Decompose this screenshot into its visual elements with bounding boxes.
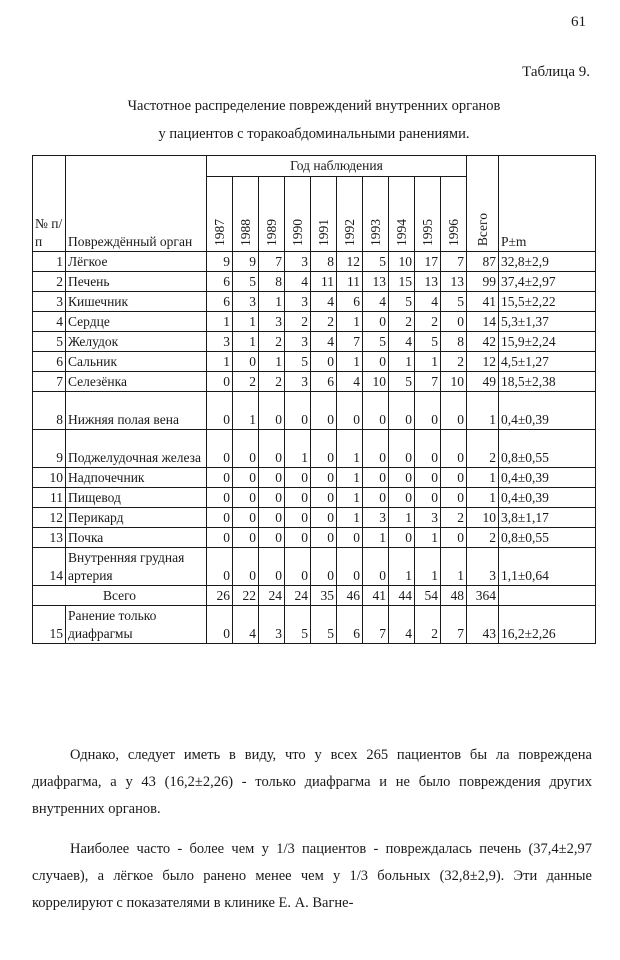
row-year-value: 0 [207, 430, 233, 468]
row-year-value: 0 [415, 468, 441, 488]
row-year-value: 7 [259, 252, 285, 272]
row-year-value: 17 [415, 252, 441, 272]
row-year-value: 5 [285, 352, 311, 372]
row-year-value: 1 [415, 352, 441, 372]
row-year-value: 0 [311, 548, 337, 586]
injury-frequency-table [32, 155, 596, 644]
row-year-value: 5 [233, 272, 259, 292]
row-organ: Внутренняя грудная артерия [66, 548, 207, 586]
paragraph-1: Однако, следует иметь в виду, что у всех 265 пациентов бы ла повреждена диафрагма, а у 43 (16,2±2,26) - только диафрагма и не было повреждения других внутренних органов. [32, 747, 592, 817]
totals-year-value: 54 [415, 586, 441, 606]
row-year-value: 4 [389, 606, 415, 644]
row-year-value: 3 [285, 372, 311, 392]
row-number: 13 [33, 528, 66, 548]
row-year-value: 3 [233, 292, 259, 312]
totals-year-value: 24 [259, 586, 285, 606]
row-number: 9 [33, 430, 66, 468]
row-year-value: 0 [337, 528, 363, 548]
row-year-value: 1 [441, 548, 467, 586]
header-year [259, 177, 285, 252]
row-year-value: 0 [363, 548, 389, 586]
row-number: 7 [33, 372, 66, 392]
row-year-value: 1 [389, 352, 415, 372]
row-year-value: 0 [207, 468, 233, 488]
row-year-value: 7 [363, 606, 389, 644]
row-total: 2 [467, 528, 499, 548]
row-year-value: 5 [389, 372, 415, 392]
header-year [415, 177, 441, 252]
row-year-value: 6 [311, 372, 337, 392]
row-pm: 1,1±0,64 [499, 548, 596, 586]
header-year [363, 177, 389, 252]
row-year-value: 0 [363, 468, 389, 488]
row-total: 12 [467, 352, 499, 372]
row-year-value: 5 [415, 332, 441, 352]
caption-line-1: Частотное распределение повреждений внутренних органов [127, 98, 501, 114]
row-year-value: 8 [259, 272, 285, 292]
table-row [33, 312, 596, 332]
header-year-label: 1992 [341, 219, 357, 246]
row-year-value: 0 [285, 508, 311, 528]
row-year-value: 7 [415, 372, 441, 392]
row-year-value: 4 [363, 292, 389, 312]
row-organ: Лёгкое [66, 252, 207, 272]
row-year-value: 0 [363, 352, 389, 372]
row-year-value: 3 [285, 332, 311, 352]
row-year-value: 0 [259, 548, 285, 586]
row-year-value: 4 [285, 272, 311, 292]
row-pm: 37,4±2,97 [499, 272, 596, 292]
row-total: 42 [467, 332, 499, 352]
totals-year-value: 48 [441, 586, 467, 606]
row-year-value: 1 [233, 392, 259, 430]
row-year-value: 7 [441, 252, 467, 272]
row-year-value: 0 [363, 392, 389, 430]
table-row [33, 430, 596, 468]
row-year-value: 0 [363, 488, 389, 508]
totals-year-value: 41 [363, 586, 389, 606]
row-year-value: 2 [415, 312, 441, 332]
row-year-value: 0 [233, 468, 259, 488]
row-year-value: 0 [259, 430, 285, 468]
table-row [33, 548, 596, 586]
row-year-value: 1 [207, 312, 233, 332]
row-year-value: 1 [337, 352, 363, 372]
row-number: 15 [33, 606, 66, 644]
row-year-value: 0 [389, 488, 415, 508]
row-total: 10 [467, 508, 499, 528]
caption-line-2: у пациентов с торакоабдоминальными ранениями. [158, 126, 470, 142]
row-year-value: 0 [207, 488, 233, 508]
row-number: 14 [33, 548, 66, 586]
header-year [207, 177, 233, 252]
row-year-value: 3 [207, 332, 233, 352]
row-total: 43 [467, 606, 499, 644]
row-pm: 32,8±2,9 [499, 252, 596, 272]
row-year-value: 0 [233, 352, 259, 372]
table-row [33, 606, 596, 644]
table-row [33, 352, 596, 372]
header-year [285, 177, 311, 252]
row-pm: 15,5±2,22 [499, 292, 596, 312]
row-total: 99 [467, 272, 499, 292]
row-year-value: 0 [259, 468, 285, 488]
row-year-value: 0 [363, 312, 389, 332]
table-row [33, 372, 596, 392]
row-total: 2 [467, 430, 499, 468]
row-total: 41 [467, 292, 499, 312]
row-year-value: 0 [415, 430, 441, 468]
row-organ: Почка [66, 528, 207, 548]
row-year-value: 4 [311, 292, 337, 312]
row-year-value: 5 [311, 606, 337, 644]
row-year-value: 0 [233, 508, 259, 528]
row-number: 4 [33, 312, 66, 332]
row-year-value: 3 [415, 508, 441, 528]
row-pm: 16,2±2,26 [499, 606, 596, 644]
row-year-value: 13 [415, 272, 441, 292]
row-year-value: 2 [415, 606, 441, 644]
row-year-value: 0 [285, 392, 311, 430]
row-year-value: 1 [259, 352, 285, 372]
row-year-value: 13 [441, 272, 467, 292]
totals-year-value: 22 [233, 586, 259, 606]
row-organ: Селезёнка [66, 372, 207, 392]
row-total: 1 [467, 392, 499, 430]
header-year-label: 1987 [211, 219, 227, 246]
row-year-value: 0 [207, 606, 233, 644]
row-year-value: 2 [389, 312, 415, 332]
row-total: 1 [467, 488, 499, 508]
row-year-value: 0 [207, 528, 233, 548]
header-year-label: 1989 [263, 219, 279, 246]
row-year-value: 9 [207, 252, 233, 272]
row-pm: 0,8±0,55 [499, 430, 596, 468]
header-year [233, 177, 259, 252]
row-year-value: 0 [389, 468, 415, 488]
row-year-value: 1 [389, 508, 415, 528]
row-pm: 0,4±0,39 [499, 488, 596, 508]
row-year-value: 0 [233, 548, 259, 586]
row-year-value: 3 [259, 606, 285, 644]
row-year-value: 1 [233, 332, 259, 352]
row-year-value: 3 [363, 508, 389, 528]
row-year-value: 0 [233, 528, 259, 548]
row-year-value: 1 [337, 430, 363, 468]
header-year [311, 177, 337, 252]
row-pm: 18,5±2,38 [499, 372, 596, 392]
row-year-value: 0 [207, 548, 233, 586]
row-pm: 4,5±1,27 [499, 352, 596, 372]
table-row [33, 392, 596, 430]
table-caption [0, 92, 620, 148]
row-year-value: 0 [285, 468, 311, 488]
table-label: Таблица 9. [522, 64, 590, 80]
row-year-value: 6 [337, 292, 363, 312]
row-year-value: 4 [389, 332, 415, 352]
row-year-value: 4 [337, 372, 363, 392]
row-organ: Нижняя полая вена [66, 392, 207, 430]
row-number: 5 [33, 332, 66, 352]
row-year-value: 0 [259, 392, 285, 430]
row-pm: 5,3±1,37 [499, 312, 596, 332]
row-pm: 0,8±0,55 [499, 528, 596, 548]
row-year-value: 0 [311, 488, 337, 508]
table-row [33, 272, 596, 292]
header-pm: P±m [499, 156, 596, 252]
row-year-value: 0 [311, 528, 337, 548]
header-year [441, 177, 467, 252]
row-organ: Ранение только диафрагмы [66, 606, 207, 644]
row-year-value: 0 [337, 392, 363, 430]
row-organ: Поджелудочная железа [66, 430, 207, 468]
row-number: 1 [33, 252, 66, 272]
row-number: 12 [33, 508, 66, 528]
header-year-label: 1990 [289, 219, 305, 246]
row-year-value: 1 [233, 312, 259, 332]
row-total: 3 [467, 548, 499, 586]
header-year-group: Год наблюдения [207, 156, 467, 177]
header-total-label: Всего [474, 212, 490, 246]
row-year-value: 5 [441, 292, 467, 312]
row-year-value: 2 [441, 508, 467, 528]
table-row [33, 468, 596, 488]
row-total: 14 [467, 312, 499, 332]
row-pm: 0,4±0,39 [499, 468, 596, 488]
row-year-value: 1 [337, 468, 363, 488]
row-year-value: 3 [259, 312, 285, 332]
row-year-value: 2 [233, 372, 259, 392]
header-total [467, 156, 499, 252]
row-year-value: 0 [285, 488, 311, 508]
totals-label: Всего [33, 586, 207, 606]
row-number: 11 [33, 488, 66, 508]
totals-total: 364 [467, 586, 499, 606]
totals-year-value: 44 [389, 586, 415, 606]
row-year-value: 0 [207, 508, 233, 528]
table-row [33, 292, 596, 312]
totals-year-value: 46 [337, 586, 363, 606]
row-pm: 15,9±2,24 [499, 332, 596, 352]
row-year-value: 1 [285, 430, 311, 468]
header-year-label: 1996 [445, 219, 461, 246]
row-year-value: 1 [337, 488, 363, 508]
header-year-label: 1993 [367, 219, 383, 246]
row-organ: Печень [66, 272, 207, 292]
table-row [33, 488, 596, 508]
row-organ: Перикард [66, 508, 207, 528]
row-number: 8 [33, 392, 66, 430]
row-year-value: 0 [259, 488, 285, 508]
row-year-value: 0 [259, 508, 285, 528]
table-row [33, 528, 596, 548]
row-year-value: 0 [389, 528, 415, 548]
row-year-value: 11 [311, 272, 337, 292]
row-organ: Пищевод [66, 488, 207, 508]
row-year-value: 1 [363, 528, 389, 548]
row-year-value: 2 [259, 372, 285, 392]
row-number: 3 [33, 292, 66, 312]
row-organ: Кишечник [66, 292, 207, 312]
page-number: 61 [571, 14, 586, 30]
header-year [337, 177, 363, 252]
row-organ: Сальник [66, 352, 207, 372]
row-year-value: 1 [415, 528, 441, 548]
row-year-value: 0 [311, 468, 337, 488]
row-year-value: 0 [389, 430, 415, 468]
table-row [33, 508, 596, 528]
totals-row [33, 586, 596, 606]
row-year-value: 8 [311, 252, 337, 272]
row-year-value: 0 [311, 392, 337, 430]
header-year [389, 177, 415, 252]
row-year-value: 2 [441, 352, 467, 372]
row-year-value: 5 [389, 292, 415, 312]
row-year-value: 0 [415, 392, 441, 430]
row-year-value: 0 [441, 468, 467, 488]
row-year-value: 0 [259, 528, 285, 548]
row-year-value: 10 [389, 252, 415, 272]
row-pm: 0,4±0,39 [499, 392, 596, 430]
row-year-value: 0 [415, 488, 441, 508]
row-year-value: 0 [311, 430, 337, 468]
row-year-value: 1 [337, 312, 363, 332]
row-year-value: 1 [259, 292, 285, 312]
row-year-value: 11 [337, 272, 363, 292]
row-organ: Желудок [66, 332, 207, 352]
row-year-value: 0 [337, 548, 363, 586]
row-organ: Сердце [66, 312, 207, 332]
row-year-value: 2 [259, 332, 285, 352]
row-year-value: 4 [233, 606, 259, 644]
row-year-value: 0 [207, 372, 233, 392]
row-year-value: 8 [441, 332, 467, 352]
row-year-value: 7 [337, 332, 363, 352]
body-text [32, 742, 592, 917]
row-year-value: 3 [285, 252, 311, 272]
row-year-value: 0 [441, 430, 467, 468]
header-year-label: 1995 [419, 219, 435, 246]
row-year-value: 9 [233, 252, 259, 272]
paragraph-2: Наиболее часто - более чем у 1/3 пациентов - повреждалась печень (37,4±2,97 случаев), а лёгкое было ранено менее чем у 1/3 больных (32,8±2,9). Эти данные коррелируют с показателями в клинике Е. А. Вагне- [32, 841, 592, 911]
row-total: 49 [467, 372, 499, 392]
row-total: 1 [467, 468, 499, 488]
totals-pm [499, 586, 596, 606]
header-organ: Повреждённый орган [66, 156, 207, 252]
row-year-value: 2 [311, 312, 337, 332]
row-year-value: 0 [285, 548, 311, 586]
row-year-value: 0 [441, 312, 467, 332]
row-year-value: 5 [363, 332, 389, 352]
row-year-value: 12 [337, 252, 363, 272]
row-year-value: 6 [207, 272, 233, 292]
row-year-value: 0 [363, 430, 389, 468]
row-year-value: 10 [441, 372, 467, 392]
row-year-value: 3 [285, 292, 311, 312]
row-year-value: 0 [441, 488, 467, 508]
row-year-value: 0 [233, 488, 259, 508]
row-year-value: 1 [337, 508, 363, 528]
row-year-value: 7 [441, 606, 467, 644]
row-year-value: 0 [233, 430, 259, 468]
row-pm: 3,8±1,17 [499, 508, 596, 528]
row-year-value: 4 [311, 332, 337, 352]
row-year-value: 0 [311, 352, 337, 372]
totals-year-value: 24 [285, 586, 311, 606]
header-year-label: 1991 [315, 219, 331, 246]
row-organ: Надпочечник [66, 468, 207, 488]
row-year-value: 0 [441, 528, 467, 548]
row-year-value: 10 [363, 372, 389, 392]
row-number: 2 [33, 272, 66, 292]
table-row [33, 252, 596, 272]
row-year-value: 6 [337, 606, 363, 644]
row-year-value: 1 [207, 352, 233, 372]
header-year-label: 1988 [237, 219, 253, 246]
header-number: № п/п [33, 156, 66, 252]
row-year-value: 1 [389, 548, 415, 586]
row-total: 87 [467, 252, 499, 272]
header-year-label: 1994 [393, 219, 409, 246]
row-year-value: 0 [207, 392, 233, 430]
row-year-value: 13 [363, 272, 389, 292]
row-year-value: 0 [311, 508, 337, 528]
row-year-value: 5 [285, 606, 311, 644]
row-year-value: 0 [285, 528, 311, 548]
row-year-value: 0 [441, 392, 467, 430]
table-row [33, 332, 596, 352]
row-year-value: 4 [415, 292, 441, 312]
row-year-value: 0 [389, 392, 415, 430]
row-number: 6 [33, 352, 66, 372]
totals-year-value: 26 [207, 586, 233, 606]
row-number: 10 [33, 468, 66, 488]
row-year-value: 15 [389, 272, 415, 292]
row-year-value: 5 [363, 252, 389, 272]
row-year-value: 2 [285, 312, 311, 332]
row-year-value: 1 [415, 548, 441, 586]
row-year-value: 6 [207, 292, 233, 312]
totals-year-value: 35 [311, 586, 337, 606]
